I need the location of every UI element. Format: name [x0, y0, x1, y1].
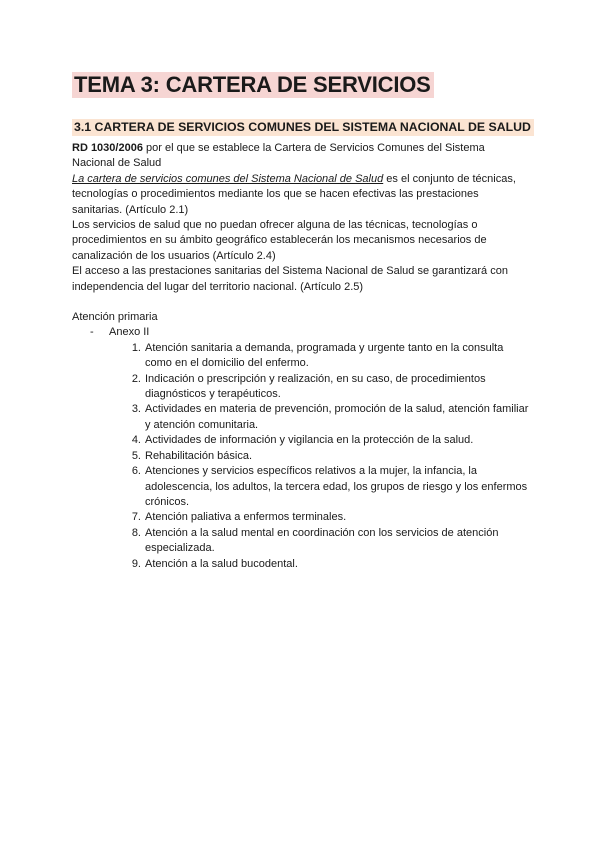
list-item-text: Actividades de información y vigilancia en la protección de la salud. — [145, 434, 474, 447]
page-title: TEMA 3: CARTERA DE SERVICIOS — [72, 72, 434, 98]
list-item-number: 4. — [131, 434, 141, 447]
list-item-text: Atención paliativa a enfermos terminales. — [145, 511, 347, 524]
annex-bullet: - — [90, 326, 94, 339]
annex-row — [72, 325, 530, 340]
list-item-text: Rehabilitación básica. — [145, 449, 253, 462]
definition-text: es el conjunto de técnicas, tecnologías o procedimientos mediante los que se hacen efectivas las prestaciones sanitarias. (Artículo 2.1) — [72, 172, 516, 216]
cartera-link[interactable]: La cartera de servicios comunes del Sistema Nacional de Salud — [72, 172, 384, 185]
list-item — [72, 402, 530, 433]
list-item-number: 1. — [131, 341, 141, 354]
paragraph-acceso: El acceso a las prestaciones sanitarias del Sistema Nacional de Salud se garantizará con independencia del lugar del territorio nacional. (Artículo 2.5) — [72, 265, 508, 293]
list-item-number: 5. — [131, 449, 141, 462]
list-item-number: 7. — [131, 511, 141, 524]
list-item — [72, 341, 530, 372]
primary-care-label: Atención primaria — [72, 311, 158, 324]
list-item — [72, 464, 530, 510]
annex-label: Anexo II — [109, 326, 150, 339]
list-item-number: 3. — [131, 403, 141, 416]
section-heading: 3.1 CARTERA DE SERVICIOS COMUNES DEL SISTEMA NACIONAL DE SALUD — [72, 119, 534, 136]
list-item-text: Actividades en materia de prevención, promoción de la salud, atención familiar y atención comunitaria. — [145, 403, 529, 431]
list-item-number: 2. — [131, 372, 141, 385]
list-item-number: 9. — [131, 557, 141, 570]
rd-description: por el que se establece la Cartera de Servicios Comunes del Sistema Nacional de Salud — [72, 142, 485, 170]
list-item — [72, 433, 530, 448]
paragraph-definition — [72, 172, 530, 218]
rd-reference: RD 1030/2006 — [72, 142, 143, 154]
list-item — [72, 557, 530, 572]
list-item — [72, 526, 530, 557]
list-item — [72, 449, 530, 464]
list-item-text: Indicación o prescripción y realización, en su caso, de procedimientos diagnósticos y terapéuticos. — [145, 372, 486, 401]
paragraph-rd — [72, 141, 530, 172]
paragraph-canalizacion: Los servicios de salud que no puedan ofrecer alguna de las técnicas, tecnologías o procedimientos en su ámbito geográfico establecerán los mecanismos necesarios de canalización de los usuarios (Artículo 2.4) — [72, 219, 487, 262]
list-item — [72, 372, 530, 403]
list-item-text: Atención a la salud mental en coordinación con los servicios de atención especializada. — [145, 526, 499, 555]
list-item-number: 8. — [131, 526, 141, 539]
services-list — [72, 341, 530, 572]
list-item-text: Atención sanitaria a demanda, programada y urgente tanto en la consulta como en el domicilio del enfermo. — [145, 341, 504, 370]
list-item-text: Atenciones y servicios específicos relativos a la mujer, la infancia, la adolescencia, los adultos, la tercera edad, los grupos de riesgo y los enfermos crónicos. — [145, 465, 528, 508]
list-item — [72, 510, 530, 525]
list-item-number: 6. — [131, 465, 141, 478]
list-item-text: Atención a la salud bucodental. — [145, 557, 298, 570]
document-body — [72, 141, 530, 572]
